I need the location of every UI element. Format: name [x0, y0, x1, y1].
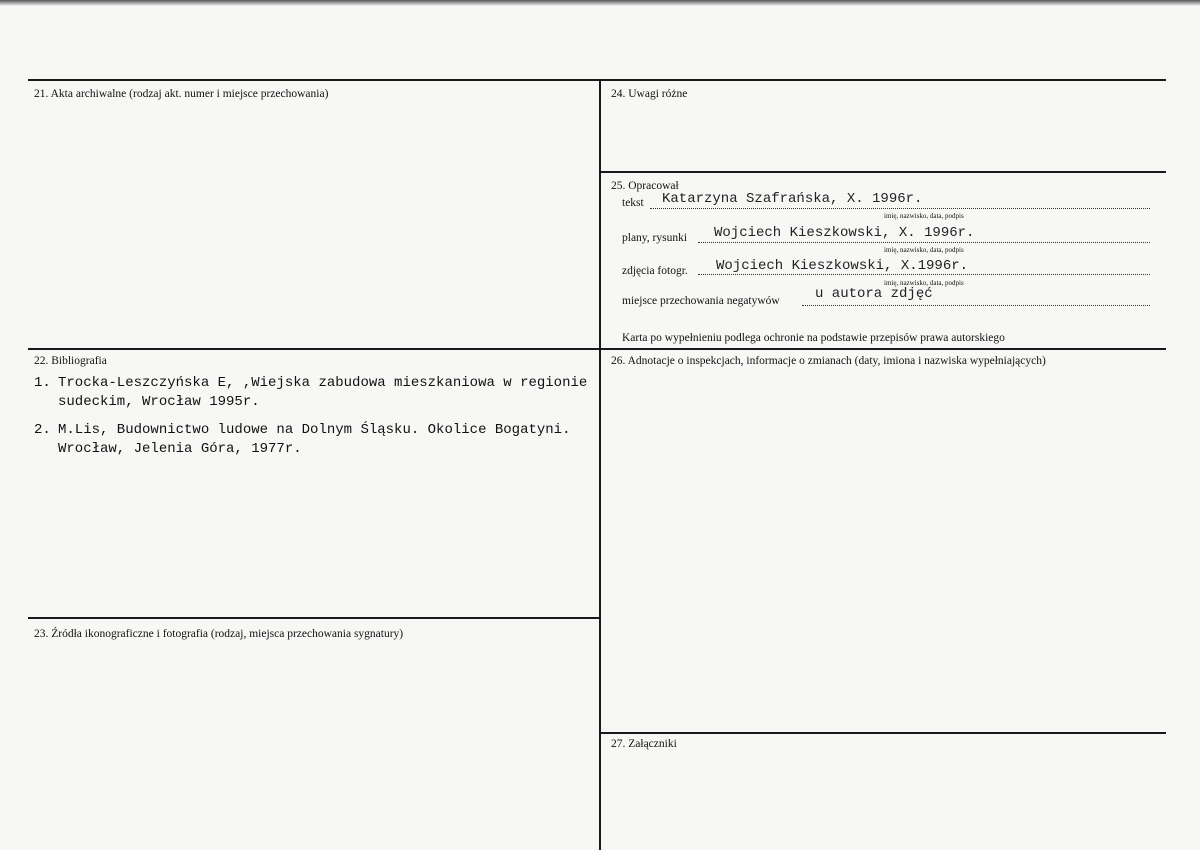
zdjecia-label: zdjęcia fotogr.	[622, 265, 688, 277]
negatywy-dotted-line	[802, 305, 1150, 306]
plany-caption: imię, nazwisko, data, podpis	[884, 246, 964, 254]
section-22-label: 22. Bibliografia	[34, 355, 107, 367]
plany-label: plany, rysunki	[622, 232, 688, 244]
section-26-label: 26. Adnotacje o inspekcjach, informacje o zmianach (daty, imiona i nazwiska wypełniających)	[611, 355, 1046, 367]
negatywy-value: u autora zdjęć	[815, 286, 933, 302]
section-23-label: 23. Źródła ikonograficzne i fotografia (rodzaj, miejsca przechowania sygnatury)	[34, 628, 404, 640]
section-25-label: 25. Opracował	[611, 180, 679, 192]
section-24-label: 24. Uwagi różne	[611, 88, 688, 100]
plany-value: Wojciech Kieszkowski, X. 1996r.	[714, 225, 975, 241]
bibliography-item-text: M.Lis, Budownictwo ludowe na Dolnym Śląsku. Okolice Bogatyni. Wrocław, Jelenia Góra, 1977r.	[58, 422, 571, 457]
bibliography-list	[34, 374, 594, 468]
bibliography-item	[34, 374, 594, 412]
bibliography-item-number: 2.	[34, 422, 51, 438]
zdjecia-caption: imię, nazwisko, data, podpis	[884, 279, 964, 287]
rule-27	[600, 732, 1166, 734]
rule-23	[28, 617, 599, 619]
section-21-label: 21. Akta archiwalne (rodzaj akt. numer i miejsce przechowania)	[34, 88, 329, 100]
bibliography-item-text: Trocka-Leszczyńska E, ,Wiejska zabudowa mieszkaniowa w regionie sudeckim, Wrocław 1995r.	[58, 375, 588, 410]
negatywy-label: miejsce przechowania negatywów	[622, 295, 780, 307]
rule-25	[600, 171, 1166, 173]
zdjecia-value: Wojciech Kieszkowski, X.1996r.	[716, 258, 969, 274]
rule-22-26	[28, 348, 1166, 350]
bibliography-item-number: 1.	[34, 375, 51, 391]
top-rule	[28, 79, 1166, 81]
bibliography-item	[34, 421, 594, 459]
tekst-label: tekst	[622, 197, 644, 209]
copyright-note: Karta po wypełnieniu podlega ochronie na podstawie przepisów prawa autorskiego	[622, 332, 1005, 344]
tekst-value: Katarzyna Szafrańska, X. 1996r.	[662, 191, 923, 207]
center-divider	[599, 79, 601, 850]
scan-edge-shadow	[0, 0, 1200, 6]
section-27-label: 27. Załączniki	[611, 738, 677, 750]
tekst-caption: imię, nazwisko, data, podpis	[884, 212, 964, 220]
